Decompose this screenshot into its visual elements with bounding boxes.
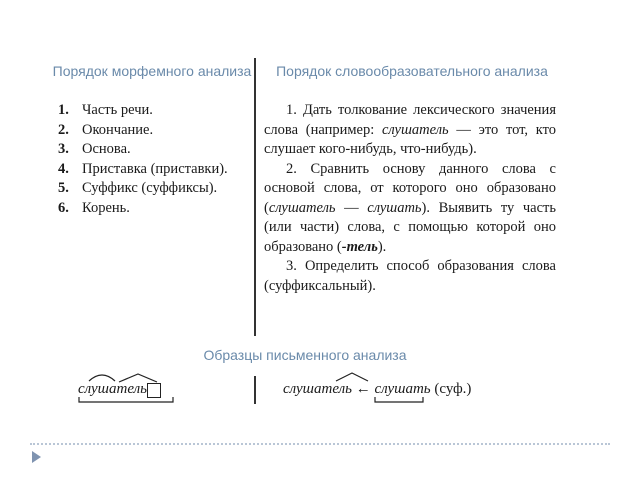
ending-box-icon bbox=[147, 383, 161, 398]
stem-bracket-icon bbox=[374, 397, 424, 403]
morphemic-sample bbox=[78, 379, 161, 399]
root-arc-icon bbox=[88, 372, 116, 382]
morphemic-steps-list bbox=[58, 101, 248, 218]
step-1: 1. Дать толкование лексического значения слова (например: слушатель — это тот, кто слушает кого-нибудь, что-нибудь). bbox=[264, 102, 556, 157]
list-item: 1. Часть речи. bbox=[58, 102, 153, 118]
derivation-arrow: ← bbox=[351, 381, 375, 397]
list-item: 3. Основа. bbox=[58, 141, 131, 157]
triangle-bullet-icon bbox=[32, 451, 41, 463]
stem-bracket-icon bbox=[78, 397, 174, 403]
samples-title: Образцы письменного анализа bbox=[203, 347, 407, 363]
dotted-divider bbox=[30, 443, 610, 445]
word-formation-analysis-header: Порядок словообразовательного анализа bbox=[276, 63, 548, 79]
suffix-mark-icon bbox=[335, 372, 369, 382]
base-word: слушать bbox=[374, 379, 430, 399]
list-item: 6. Корень. bbox=[58, 199, 130, 216]
word-formation-steps bbox=[264, 101, 556, 296]
morphemic-analysis-header: Порядок морфемного анализа bbox=[52, 63, 252, 79]
step-3: 3. Определить способ образования слова (суффиксальный). bbox=[264, 258, 556, 294]
list-item: 5. Суффикс (суффиксы). bbox=[58, 180, 218, 196]
suffix-mark-icon bbox=[118, 373, 158, 383]
list-item: 2. Окончание. bbox=[58, 121, 154, 138]
step-2: 2. Сравнить основу данного слова с основой слова, от которого оно образовано (слушатель — слушать). Выявить ту часть (или части) слова, с помощью которой оно образовано (-тель). bbox=[264, 160, 557, 255]
sample-word: слушатель bbox=[78, 379, 161, 399]
formation-type: (суф.) bbox=[430, 381, 472, 397]
word-formation-sample bbox=[283, 379, 471, 399]
column-divider bbox=[254, 58, 256, 336]
samples-divider bbox=[254, 376, 256, 404]
derived-word: слушатель bbox=[283, 379, 352, 399]
list-item: 4. Приставка (приставки). bbox=[58, 160, 228, 177]
